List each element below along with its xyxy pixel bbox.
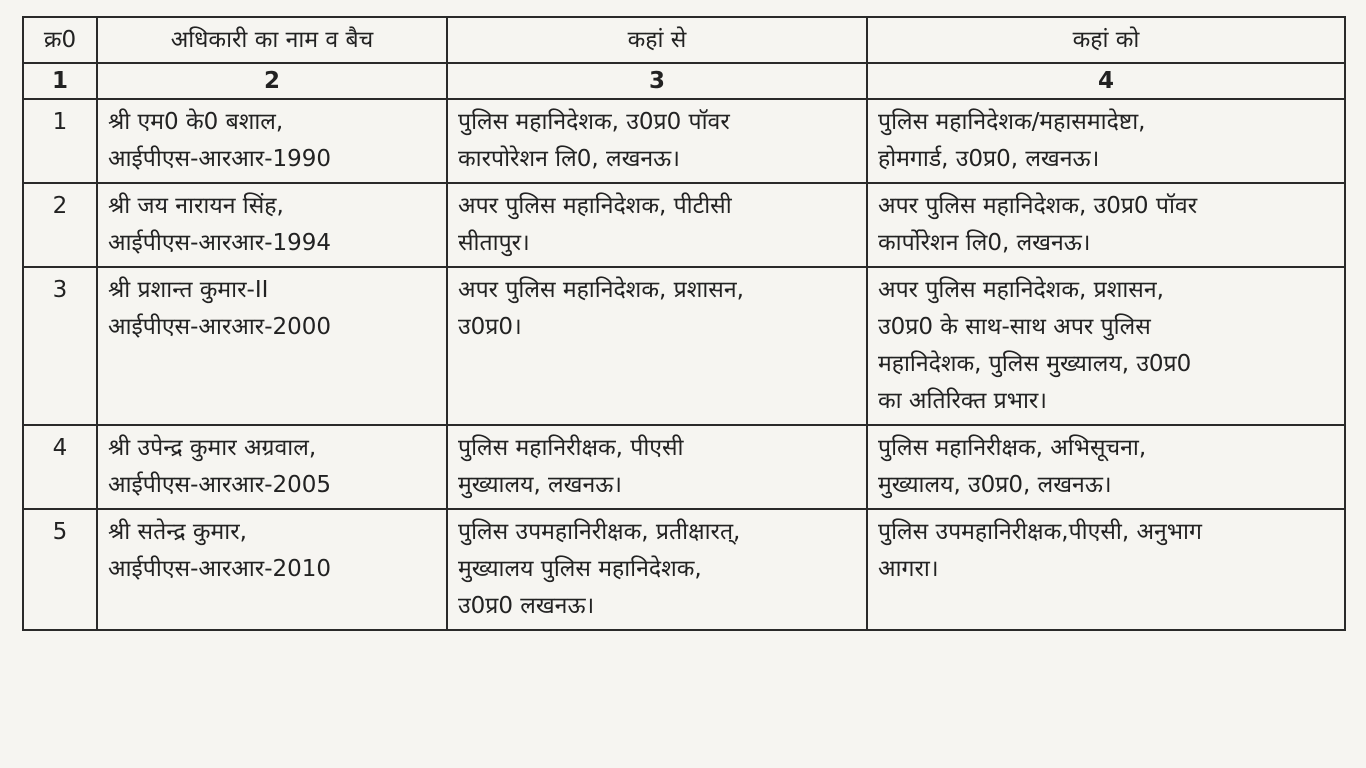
officer-name: श्री जय नारायन सिंह,: [108, 193, 284, 219]
officer-cell: [97, 183, 447, 267]
header-to: कहां को: [867, 17, 1345, 63]
to-line: अपर पुलिस महानिदेशक, प्रशासन,: [878, 277, 1164, 303]
header-from: कहां से: [447, 17, 867, 63]
to-cell: [867, 509, 1345, 630]
from-line: पुलिस महानिरीक्षक, पीएसी: [458, 435, 684, 461]
transfer-table: [22, 16, 1346, 631]
from-cell: [447, 267, 867, 425]
to-cell: [867, 99, 1345, 183]
from-line: उ0प्र0 लखनऊ।: [458, 593, 595, 619]
officer-name: श्री एम0 के0 बशाल,: [108, 109, 284, 135]
to-line: अपर पुलिस महानिदेशक, उ0प्र0 पॉवर: [878, 193, 1198, 219]
to-line: का अतिरिक्त प्रभार।: [878, 388, 1048, 414]
from-line: मुख्यालय पुलिस महानिदेशक,: [458, 556, 702, 582]
officer-cell: [97, 267, 447, 425]
from-line: कारपोरेशन लि0, लखनऊ।: [458, 146, 680, 172]
serial-cell: 5: [23, 509, 97, 630]
officer-cell: [97, 99, 447, 183]
officer-name: श्री उपेन्द्र कुमार अग्रवाल,: [108, 435, 317, 461]
from-line: अपर पुलिस महानिदेशक, पीटीसी: [458, 193, 732, 219]
officer-batch: आईपीएस-आरआर-2010: [108, 556, 332, 582]
from-line: मुख्यालय, लखनऊ।: [458, 472, 623, 498]
officer-batch: आईपीएस-आरआर-1990: [108, 146, 332, 172]
to-line: पुलिस महानिदेशक/महासमादेष्टा,: [878, 109, 1146, 135]
column-number: 2: [97, 63, 447, 99]
serial-cell: 3: [23, 267, 97, 425]
from-line: अपर पुलिस महानिदेशक, प्रशासन,: [458, 277, 744, 303]
to-line: कार्पोरेशन लि0, लखनऊ।: [878, 230, 1091, 256]
to-line: पुलिस महानिरीक्षक, अभिसूचना,: [878, 435, 1147, 461]
column-number: 3: [447, 63, 867, 99]
from-cell: [447, 183, 867, 267]
from-cell: [447, 509, 867, 630]
from-cell: [447, 425, 867, 509]
from-cell: [447, 99, 867, 183]
table-row: [23, 99, 1345, 183]
table-row: [23, 509, 1345, 630]
from-line: सीतापुर।: [458, 230, 530, 256]
to-cell: [867, 267, 1345, 425]
column-number: 1: [23, 63, 97, 99]
officer-batch: आईपीएस-आरआर-1994: [108, 230, 332, 256]
from-line: पुलिस महानिदेशक, उ0प्र0 पॉवर: [458, 109, 730, 135]
from-line: उ0प्र0।: [458, 314, 522, 340]
table-row: [23, 183, 1345, 267]
serial-cell: 4: [23, 425, 97, 509]
officer-name: श्री प्रशान्त कुमार-II: [108, 277, 269, 303]
header-serial: क्र0: [23, 17, 97, 63]
table-row: [23, 425, 1345, 509]
officer-batch: आईपीएस-आरआर-2005: [108, 472, 332, 498]
serial-cell: 2: [23, 183, 97, 267]
to-line: होमगार्ड, उ0प्र0, लखनऊ।: [878, 146, 1100, 172]
to-cell: [867, 425, 1345, 509]
header-row: [23, 17, 1345, 63]
to-line: महानिदेशक, पुलिस मुख्यालय, उ0प्र0: [878, 351, 1192, 377]
to-line: उ0प्र0 के साथ-साथ अपर पुलिस: [878, 314, 1151, 340]
header-officer: अधिकारी का नाम व बैच: [97, 17, 447, 63]
to-cell: [867, 183, 1345, 267]
column-number-row: [23, 63, 1345, 99]
column-number: 4: [867, 63, 1345, 99]
officer-cell: [97, 425, 447, 509]
officer-name: श्री सतेन्द्र कुमार,: [108, 519, 247, 545]
serial-cell: 1: [23, 99, 97, 183]
table-row: [23, 267, 1345, 425]
to-line: पुलिस उपमहानिरीक्षक,पीएसी, अनुभाग: [878, 519, 1202, 545]
to-line: मुख्यालय, उ0प्र0, लखनऊ।: [878, 472, 1112, 498]
to-line: आगरा।: [878, 556, 939, 582]
officer-batch: आईपीएस-आरआर-2000: [108, 314, 332, 340]
officer-cell: [97, 509, 447, 630]
from-line: पुलिस उपमहानिरीक्षक, प्रतीक्षारत्,: [458, 519, 741, 545]
